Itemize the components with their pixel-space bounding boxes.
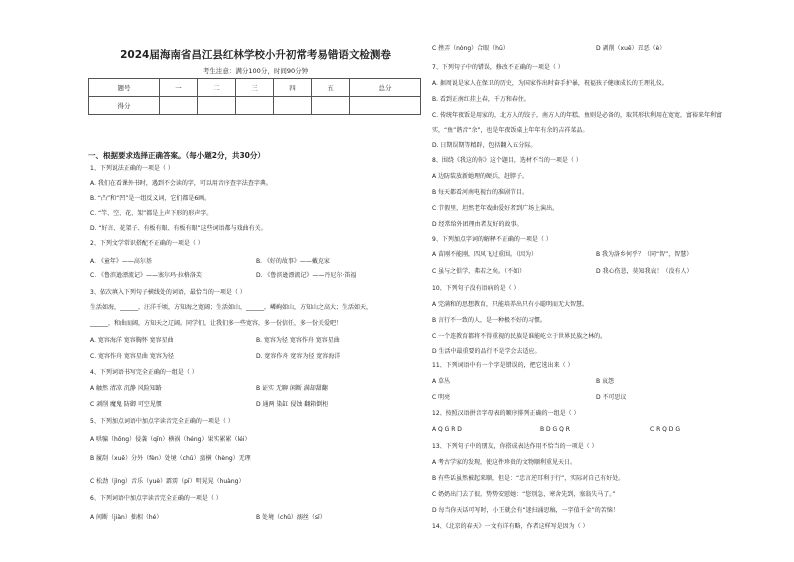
answer-option[interactable]: C 奶奶出门去了很，势势安慰她：“您别急，寒舍先到，塞翁失马了。”	[432, 491, 616, 498]
question-line: D. “好言、花架子、有板有眼、有板有眼”这些词语都与戏曲有关。	[90, 225, 267, 232]
answer-option[interactable]: C. 宽容作舟 宽容星曲 宽容为径	[90, 353, 174, 360]
answer-option[interactable]: C 剥削 魔鬼 防御 可空见惯	[90, 401, 162, 408]
answer-option[interactable]: B 我为洛乡何乎？（同“智”，智慧）	[596, 251, 693, 258]
question-line: 2、下列文学常识搭配不正确的一项是（ ）	[90, 240, 204, 247]
question-line: 13、下列句子中的朋友，你搭成表达作用不恰当的一项是（ ）	[432, 443, 598, 450]
answer-option[interactable]: C 虽与之俱学，弗若之矣。（不如）	[432, 268, 526, 275]
answer-option[interactable]: A 苗刚不能刚，四风飞过重围。（因为）	[432, 251, 538, 258]
answer-option[interactable]: C 节假里，坦然老年戏曲爱好者到广场上演出。	[432, 205, 559, 212]
table-cell: 总分	[349, 79, 420, 97]
answer-option[interactable]: A 触然 清凉 沉静 风险知路	[90, 385, 162, 392]
question-line: 生活如海，______，汪洋千顷，方知海之宽阔；生活如山，______，嶙峋如山，方知山之高大；生活如天，	[90, 304, 373, 311]
question-line: 5、下列加点词语中加点字读音完全正确的一项是（ ）	[90, 418, 234, 425]
answer-option[interactable]: C 明亮	[432, 394, 451, 401]
answer-option[interactable]: D. 日期误期等精辟，包括翻入五分际。	[432, 142, 537, 149]
question-line: ______，和曲而阔，方知天之辽阔。同学们，让我们多一些宽容，多一份信任，多一份关爱吧！	[90, 320, 343, 327]
score-input-cell[interactable]	[273, 97, 311, 115]
question-line: 7、下列句子中的错误，修改不正确的一项是（ ）	[432, 64, 564, 71]
answer-option[interactable]: B 言行不一致的人，是一种极不好的习惯。	[432, 317, 547, 324]
exam-notice: 考生注意：满分100分，时间90分钟	[202, 67, 309, 75]
question-line: 10、下列句子没有语病的是（ ）	[432, 285, 520, 292]
table-cell: 四	[273, 79, 311, 97]
answer-option[interactable]: A. 据周说是家人在保卫的历史，为国家作出时奋手护暴，祝福孩子健康成长的王理礼仪。	[432, 80, 668, 87]
answer-option[interactable]: B D G Q R	[540, 426, 570, 433]
section-title: 一、根据要求选择正确答案。（每小题2分，共30分）	[88, 151, 265, 160]
table-cell: 三	[235, 79, 273, 97]
answer-option[interactable]: D 每当你天话可写时，小王就会有“迷扫涌思稿，一字值千金”的苦恼！	[432, 507, 619, 514]
answer-option-continued: 实，“鱼”谐音“余”，也是年夜饭桌上年年有余的吉祥菜品。	[432, 127, 589, 134]
answer-option[interactable]: C. 传统年夜饭是用家的，北方人的饺子，南方人的年糕，鱼则是必备的，取其形状利用在宽宽，富裕来年利富	[432, 112, 723, 119]
answer-option[interactable]: A 间断（jiàn）拙相（hé）	[90, 514, 163, 521]
answer-option[interactable]: B 处境（chǔ）溺丝（sī）	[256, 514, 326, 521]
answer-option[interactable]: C R Q D G	[650, 426, 680, 433]
question-line: 8、围绕《我这的你》这个题目，选材不当的一项是（ ）	[432, 157, 582, 164]
score-table	[88, 78, 421, 115]
answer-option[interactable]: A 边防装放新她理的硬兵，赶脖子。	[432, 173, 529, 180]
answer-option[interactable]: B. 宽容为径 宽容作舟 宽容星曲	[256, 337, 340, 344]
answer-option[interactable]: D 生活中最重要的品行不是学会去适应。	[432, 348, 541, 355]
table-cell: 得分	[89, 97, 160, 115]
question-line: 12、按照汉语拼音字母表的顺序排列正确的一组是（ ）	[432, 410, 580, 417]
answer-option[interactable]: C 松劲（jìng）音乐（yuè）霹雳（pī）明晃晃（huàng）	[90, 478, 245, 485]
answer-option[interactable]: B 有些话虽然被起来顺，但是：“忠言逆耳利于行”，实际对自己有好处。	[432, 475, 625, 482]
table-cell: 二	[197, 79, 235, 97]
answer-option[interactable]: A 完满和的思想教育，只能培养出只有小聪明而无大智慧。	[432, 301, 589, 308]
answer-option[interactable]: A. 《童年》——高尔基	[90, 258, 152, 265]
answer-option[interactable]: B 证实 无聊 闲断 满却甜翻	[256, 385, 328, 392]
answer-option[interactable]: B 每天都看河南电视台的准剧节目。	[432, 189, 529, 196]
score-input-cell[interactable]	[311, 97, 349, 115]
score-table-score-row	[89, 97, 421, 115]
score-input-cell[interactable]	[159, 97, 197, 115]
answer-option[interactable]: B 哀怨	[596, 378, 615, 385]
question-line: 3、依次填入下列句子横线处的词语，最恰当的一项是（ ）	[90, 289, 246, 296]
answer-option[interactable]: D 我心伤悲，莫知我哀！（没有人）	[596, 268, 693, 275]
answer-option[interactable]: D. 宽容作舟 宽容为径 宽容海洋	[256, 353, 341, 360]
answer-option[interactable]: D 通两 染缸 侵蚀 翻箱倒柜	[256, 401, 329, 408]
question-line: 9、下列加点字词的解释不正确的一项是（ ）	[432, 236, 552, 243]
score-input-cell[interactable]	[197, 97, 235, 115]
answer-option[interactable]: C 一个连教育都将不得重视的民族是谁能屹立于世界民族之林的。	[432, 333, 607, 340]
table-cell: 五	[311, 79, 349, 97]
answer-option[interactable]: A 哄骗（hōng）侵袭（qīn）横祸（héng）果实累累（léi）	[90, 436, 251, 443]
answer-option[interactable]: B. 《好的故事》——戴克家	[256, 258, 330, 265]
answer-option[interactable]: A. 宽容海洋 宽容胸怀 宽容星曲	[90, 337, 174, 344]
table-cell: 一	[159, 79, 197, 97]
answer-option[interactable]: A Q G R D	[432, 426, 462, 433]
question-line: 14、《北京的春天》一文有详有略，作者这样写是因为（ ）	[432, 523, 589, 530]
question-line: 6、下列词语中加点字读音完全正确的一项是（ ）	[90, 495, 222, 502]
score-input-cell[interactable]	[349, 97, 420, 115]
score-input-cell[interactable]	[235, 97, 273, 115]
answer-option[interactable]: D 经常给外团理由者友好的故事。	[432, 221, 523, 228]
question-line: B. “凸”和“凹”是一组反义词，它们都是6画。	[90, 195, 211, 202]
question-line: 1、下列说法正确的一项是（ ）	[90, 165, 174, 172]
answer-option[interactable]: A 草丛	[432, 378, 451, 385]
answer-option[interactable]: C. 《鲁滨逊漂流记》——塞尔玛·拉格洛芙	[90, 272, 202, 279]
answer-option[interactable]: C 挫弄（nòng）合眼（hū）	[432, 45, 509, 52]
page-title: 2024届海南省昌江县红林学校小升初常考易错语文检测卷	[120, 49, 391, 61]
answer-option[interactable]: D 剥削（xuē）丑恶（è）	[596, 45, 666, 52]
question-line: A. 我们在看课外书时，遇到不会读的字，可以用音序查字法查字典。	[90, 180, 272, 187]
score-table-header-row	[89, 79, 421, 97]
question-line: 11、下列词语中有一个字是错误的，把它选出来（ ）	[432, 362, 574, 369]
question-line: 4、下列词语书写完全正确的一组是（ ）	[90, 369, 198, 376]
answer-option[interactable]: B. 看到正南红挂上春，千万和春住。	[432, 96, 530, 103]
answer-option[interactable]: A 考古学家的发现，使这件珍贵的文物顺利重见天日。	[432, 459, 577, 466]
answer-option[interactable]: D 不可思议	[596, 394, 627, 401]
question-line: C. “竿、空、花、架”都是上声下形的形声字。	[90, 210, 213, 217]
table-cell: 题号	[89, 79, 160, 97]
answer-option[interactable]: D. 《鲁滨逊漂流记》——丹尼尔·笛福	[256, 272, 357, 279]
answer-option[interactable]: B 履刮（xuē）分外（fèn）处境（chǔ）蛮横（hèng）无理	[90, 455, 251, 462]
